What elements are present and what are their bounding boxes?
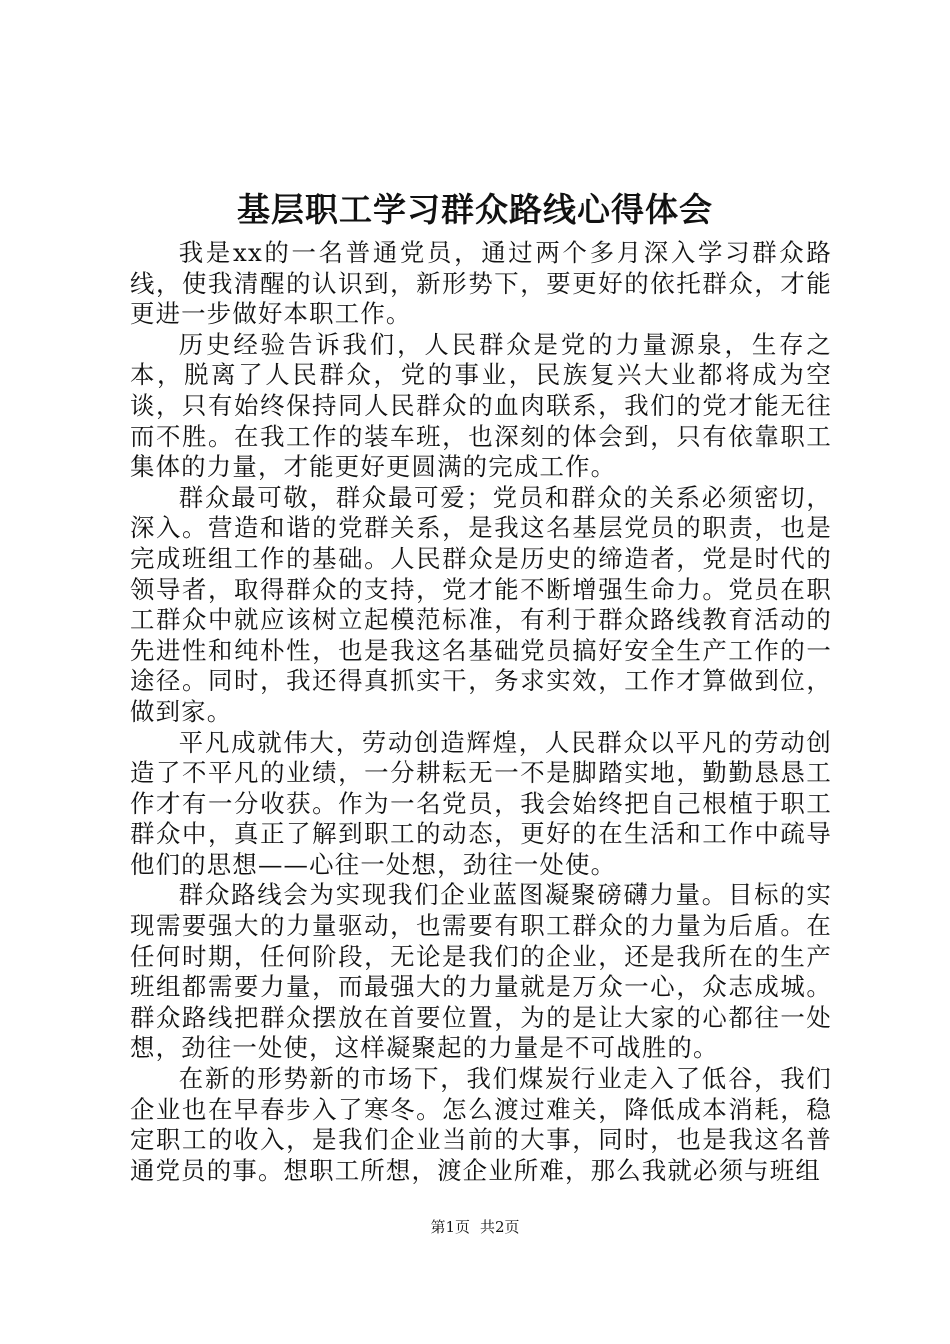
paragraph-3: 群众最可敬，群众最可爱；党员和群众的关系必须密切，深入。营造和谐的党群关系，是我这名基层党员的职责，也是完成班组工作的基础。人民群众是历史的缔造者，党是时代的领导者，取得群众的支持，党才能不断增强生命力。党员在职工群众中就应该树立起模范标准，有利于群众路线教育活动的先进性和纯朴性，也是我这名基础党员搞好安全生产工作的一途径。同时，我还得真抓实干，务求实效，工作才算做到位，做到家。 <box>130 482 832 726</box>
paragraph-6: 在新的形势新的市场下，我们煤炭行业走入了低谷，我们企业也在早春步入了寒冬。怎么渡过难关，降低成本消耗，稳定职工的收入，是我们企业当前的大事，同时，也是我这名普通党员的事。想职工所想，渡企业所难，那么我就必须与班组 <box>130 1064 832 1185</box>
paragraph-5: 群众路线会为实现我们企业蓝图凝聚磅礴力量。目标的实现需要强大的力量驱动，也需要有职工群众的力量为后盾。在任何时期，任何阶段，无论是我们的企业，还是我所在的生产班组都需要力量，而最强大的力量就是万众一心，众志成城。群众路线把群众摆放在首要位置，为的是让大家的心都往一处想，劲往一处使，这样凝聚起的力量是不可战胜的。 <box>130 880 832 1063</box>
page-total: 共2页 <box>480 1218 520 1236</box>
document-body <box>130 238 832 1186</box>
paragraph-1: 我是xx的一名普通党员，通过两个多月深入学习群众路线，使我清醒的认识到，新形势下，要更好的依托群众，才能更进一步做好本职工作。 <box>130 238 832 329</box>
page-footer <box>0 1216 950 1238</box>
paragraph-4: 平凡成就伟大，劳动创造辉煌，人民群众以平凡的劳动创造了不平凡的业绩，一分耕耘无一不是脚踏实地，勤勤恳恳工作才有一分收获。作为一名党员，我会始终把自己根植于职工群众中，真正了解到职工的动态，更好的在生活和工作中疏导他们的思想——心往一处想，劲往一处使。 <box>130 727 832 879</box>
paragraph-2: 历史经验告诉我们，人民群众是党的力量源泉，生存之本，脱离了人民群众，党的事业，民族复兴大业都将成为空谈，只有始终保持同人民群众的血肉联系，我们的党才能无往而不胜。在我工作的装车班，也深刻的体会到，只有依靠职工集体的力量，才能更好更圆满的完成工作。 <box>130 329 832 482</box>
document-title: 基层职工学习群众路线心得体会 <box>237 190 713 229</box>
page-number: 第1页 <box>430 1218 470 1236</box>
